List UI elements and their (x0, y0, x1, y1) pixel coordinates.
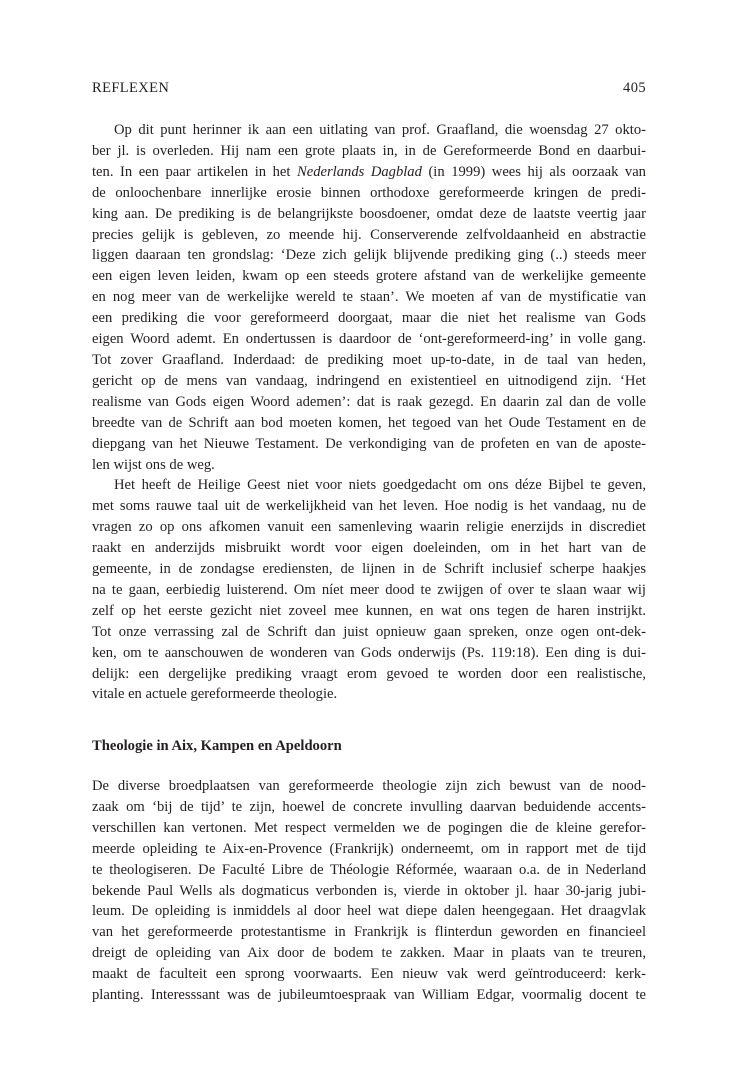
text-line: maakt de faculteit een sprong voorwaarts. Een nieuw vak werd geïntroduceerd: kerk- (92, 966, 646, 983)
paragraph-holy-spirit (92, 475, 646, 705)
text-line: leum. De opleiding is inmiddels al door heel wat diepe dalen heengegaan. Het draagvlak (92, 903, 646, 920)
text-line: verschillen kan vertonen. Met respect vermelden we de pogingen die de kleine gerefor- (92, 819, 646, 836)
text-line: raakt en anderzijds misbruikt wordt voor eigen doeleinden, om in het hart van de (92, 540, 646, 557)
text-line: precies gelijk is gebleven, zo meende hij. Conserverende zelfvoldaanheid en abstractie (92, 226, 646, 243)
text-line: zelf op het eerste gezicht niet zoveel mee kunnen, en wat ons tegen de haren instrijkt. (92, 602, 646, 619)
section-heading: Theologie in Aix, Kampen en Apeldoorn (92, 738, 342, 754)
text-line: De diverse broedplaatsen van gereformeerde theologie zijn zich bewust van de nood- (92, 778, 646, 794)
text-line: breedte van de Schrift aan bod moeten komen, het tegoed van het Oude Testament en de (92, 414, 646, 431)
paragraph-graafland (92, 120, 646, 475)
newspaper-title: Nederlands Dagblad (297, 163, 422, 180)
text-line: van het gereformeerde protestantisme in Frankrijk is flinterdun geworden en financieel (92, 924, 646, 941)
text-line: gericht op de mens van vandaag, indringend en existentieel en uitnodigend zijn. ‘Het (92, 372, 646, 389)
text-fragment: (in 1999) wees hij als oorzaak van (421, 163, 646, 180)
text-line: en nog meer van de werkelijke wereld te staan’. We moeten af van de mystificatie van (92, 289, 646, 306)
text-line: Tot zover Graafland. Inderdaad: de prediking moet up-to-date, in de taal van heden, (92, 351, 646, 368)
text-line: meerde opleiding te Aix-en-Provence (Frankrijk) onderneemt, om in rapport met de tijd (92, 840, 646, 857)
text-line: een eigen leven leiden, kwam op een steeds grotere afstand van de werkelijke gemeente (92, 268, 646, 285)
section-body (92, 776, 646, 1006)
text-line (92, 162, 646, 183)
text-line: de onloochenbare innerlijke erosie binnen orthodoxe gereformeerde kringen de predi- (92, 184, 646, 201)
text-line: te theologiseren. De Faculté Libre de Théologie Réformée, waaraan o.a. de in Nederland (92, 861, 646, 878)
text-line: met soms rauwe taal uit de werkelijkheid van het leven. Hoe nodig is het vandaag, nu de (92, 498, 646, 515)
page-number: 405 (623, 80, 646, 96)
text-line: len wijst ons de weg. (92, 456, 215, 473)
text-line: vragen zo op ons afkomen vanuit een samenleving waarin religie enerzijds in discrediet (92, 519, 646, 536)
text-line: ken, om te aanschouwen de wonderen van Gods onderwijs (Ps. 119:18). Een ding is dui- (92, 644, 646, 661)
running-header (92, 80, 646, 100)
text-line: zaak om ‘bij de tijd’ te zijn, hoewel de concrete invulling daarvan beduidende accents- (92, 798, 646, 815)
text-line: eigen Woord ademt. En ondertussen is daardoor de ‘ont-gereformeerd-ing’ in volle gang. (92, 331, 646, 348)
text-line: realisme van Gods eigen Woord ademen’: dat is raak gezegd. En daarin zal dan de volle (92, 393, 646, 410)
text-line: ber jl. is overleden. Hij nam een grote plaats in, in de Gereformeerde Bond en daarbui- (92, 142, 646, 159)
running-title: REFLEXEN (92, 80, 170, 96)
text-line: delijk: een dergelijke prediking vraagt erom gevoed te worden door een realistische, (92, 665, 646, 682)
text-line: planting. Interesssant was de jubileumtoespraak van William Edgar, voormalig docent te (92, 987, 646, 1004)
text-line: king aan. De prediking is de belangrijkste boosdoener, omdat deze de laatste veertig jaar (92, 205, 646, 222)
text-line: vitale en actuele gereformeerde theologie. (92, 686, 338, 703)
text-line: Het heeft de Heilige Geest niet voor niets goedgedacht om ons déze Bijbel te geven, (114, 477, 646, 494)
body-text (92, 120, 646, 705)
text-line: bekende Paul Wells als dogmaticus verbonden is, vierde in oktober jl. haar 30-jarig jubi- (92, 882, 646, 899)
text-line: diepgang van het Nieuwe Testament. De verkondiging van de profeten en van de aposte- (92, 435, 646, 452)
text-line: na te gaan, eerbiedig luisterend. Om níet meer dood te zwijgen of over te slaan waar wij (92, 581, 646, 598)
text-line: Op dit punt herinner ik aan een uitlating van prof. Graafland, die woensdag 27 okto- (114, 122, 646, 138)
text-line: gemeente, in de zondagse erediensten, de lijnen in de Schrift inclusief scherpe haakjes (92, 561, 646, 578)
text-line: Tot onze verrassing zal de Schrift dan juist opnieuw gaan spreken, onze ogen ont-dek- (92, 623, 646, 640)
text-line: dreigt de opleiding van Aix door de bodem te zakken. Maar in plaats van te treuren, (92, 945, 646, 962)
text-line: liggen daaraan ten grondslag: ‘Deze zich gelijk blijvende prediking ging (..) steeds meer (92, 247, 646, 264)
text-fragment: ten. In een paar artikelen in het (92, 163, 297, 180)
text-line: een prediking die voor gereformeerd doorgaat, maar die niet het realisme van Gods (92, 310, 646, 327)
